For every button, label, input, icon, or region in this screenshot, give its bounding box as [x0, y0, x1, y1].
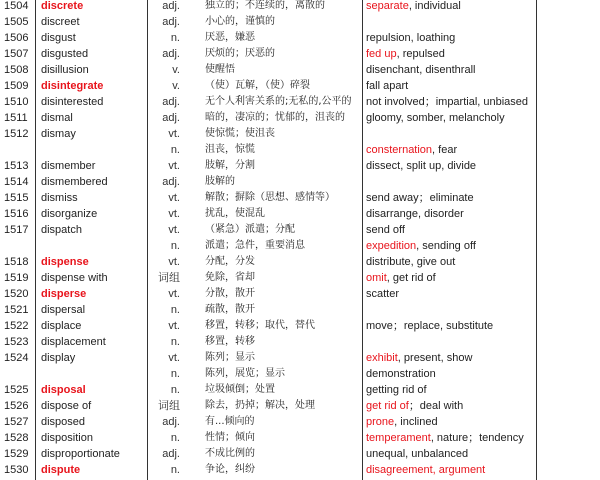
- chinese-definition: 解散；摒除（思想、感情等）: [205, 192, 335, 203]
- table-row: [0, 174, 600, 190]
- english-synonyms: [366, 446, 468, 462]
- chinese-definition: 有...倾向的: [205, 416, 255, 427]
- english-synonyms: [366, 366, 436, 382]
- chinese-definition: 使惊慌；使沮丧: [205, 128, 275, 139]
- synonym-text: , present, show: [397, 352, 473, 364]
- synonym-text: send away；eliminate: [366, 192, 474, 204]
- part-of-speech: vt.: [168, 352, 180, 364]
- chinese-definition: 争论，纠纷: [205, 464, 255, 475]
- headword: dismiss: [41, 192, 78, 204]
- table-row: [0, 126, 600, 142]
- entry-number: 1523: [4, 336, 29, 348]
- table-row: [0, 78, 600, 94]
- table-row: [0, 190, 600, 206]
- english-synonyms: [366, 110, 505, 126]
- table-row: [0, 318, 600, 334]
- chinese-definition: 厌恶，嫌恶: [205, 32, 255, 43]
- headword: dispose of: [41, 400, 92, 412]
- part-of-speech: n.: [170, 464, 180, 476]
- english-synonyms: [366, 206, 464, 222]
- chinese-definition: 小心的，谨慎的: [205, 16, 275, 27]
- part-of-speech: n.: [170, 304, 180, 316]
- part-of-speech: n.: [170, 368, 180, 380]
- part-of-speech: 词组: [158, 272, 180, 284]
- table-row: [0, 334, 600, 350]
- english-synonyms: [366, 62, 475, 78]
- chinese-definition: 暗的，凄凉的；忧郁的，沮丧的: [205, 112, 345, 123]
- chinese-definition: 厌烦的；厌恶的: [205, 48, 275, 59]
- chinese-definition: 移置，转移；取代，替代: [205, 320, 315, 331]
- part-of-speech: vt.: [168, 256, 180, 268]
- headword: dismay: [41, 128, 76, 140]
- english-synonyms: [366, 30, 455, 46]
- chinese-definition: （紧急）派遣；分配: [205, 224, 295, 235]
- english-synonyms: [366, 286, 399, 302]
- table-row: [0, 110, 600, 126]
- entry-number: 1521: [4, 304, 29, 316]
- entry-number: 1510: [4, 96, 29, 108]
- chinese-definition: 独立的；不连续的，离散的: [205, 0, 325, 11]
- entry-number: 1508: [4, 64, 29, 76]
- chinese-definition: 垃圾倾倒；处置: [205, 384, 275, 395]
- synonym-text: ；deal with: [408, 400, 464, 412]
- table-row: [0, 270, 600, 286]
- key-synonym: temperament: [366, 432, 431, 444]
- entry-number: 1519: [4, 272, 29, 284]
- headword: disposed: [41, 416, 86, 428]
- headword: disproportionate: [41, 448, 120, 460]
- chinese-definition: 扰乱，使混乱: [205, 208, 265, 219]
- entry-number: 1529: [4, 448, 29, 460]
- table-row: [0, 350, 600, 366]
- entry-number: 1526: [4, 400, 29, 412]
- part-of-speech: n.: [170, 144, 180, 156]
- chinese-definition: 不成比例的: [205, 448, 255, 459]
- headword: dispense: [41, 256, 89, 268]
- headword: discreet: [41, 16, 80, 28]
- table-row: [0, 158, 600, 174]
- headword: dismembered: [41, 176, 108, 188]
- table-row: [0, 302, 600, 318]
- key-synonym: disagreement, argument: [366, 464, 486, 476]
- table-row: [0, 254, 600, 270]
- entry-number: 1514: [4, 176, 29, 188]
- entry-number: 1504: [4, 0, 29, 12]
- part-of-speech: vt.: [168, 224, 180, 236]
- headword: dispersal: [41, 304, 86, 316]
- key-synonym: expedition: [366, 240, 417, 252]
- chinese-definition: 性情；倾向: [205, 432, 255, 443]
- headword: disillusion: [41, 64, 89, 76]
- english-synonyms: [366, 94, 528, 110]
- table-row: [0, 62, 600, 78]
- part-of-speech: adj.: [162, 448, 180, 460]
- table-row: [0, 414, 600, 430]
- english-synonyms: [366, 414, 438, 430]
- part-of-speech: adj.: [162, 0, 180, 12]
- english-synonyms: [366, 190, 474, 206]
- key-synonym: exhibit: [366, 352, 398, 364]
- part-of-speech: adj.: [162, 176, 180, 188]
- chinese-definition: 使醒悟: [205, 64, 235, 75]
- table-row: [0, 0, 600, 14]
- headword: displacement: [41, 336, 106, 348]
- english-synonyms: [366, 462, 485, 478]
- synonym-text: , sending off: [416, 240, 476, 252]
- table-row: [0, 366, 600, 382]
- synonym-text: distribute, give out: [366, 256, 456, 268]
- synonym-text: scatter: [366, 288, 400, 300]
- synonym-text: not involved；impartial, unbiased: [366, 96, 529, 108]
- table-row: [0, 430, 600, 446]
- key-synonym: consternation: [366, 144, 433, 156]
- english-synonyms: [366, 46, 445, 62]
- english-synonyms: [366, 398, 463, 414]
- english-synonyms: [366, 0, 461, 14]
- part-of-speech: n.: [170, 32, 180, 44]
- headword: dispute: [41, 464, 81, 476]
- entry-number: 1530: [4, 464, 29, 476]
- synonym-text: fall apart: [366, 80, 409, 92]
- part-of-speech: n.: [170, 240, 180, 252]
- chinese-definition: 分散，散开: [205, 288, 255, 299]
- chinese-definition: 移置，转移: [205, 336, 255, 347]
- entry-number: 1509: [4, 80, 29, 92]
- english-synonyms: [366, 382, 427, 398]
- headword: discrete: [41, 0, 84, 12]
- part-of-speech: adj.: [162, 48, 180, 60]
- chinese-definition: 分配，分发: [205, 256, 255, 267]
- headword: displace: [41, 320, 82, 332]
- headword: disorganize: [41, 208, 98, 220]
- english-synonyms: [366, 238, 476, 254]
- table-row: [0, 286, 600, 302]
- part-of-speech: v.: [172, 80, 180, 92]
- english-synonyms: [366, 350, 472, 366]
- entry-number: 1517: [4, 224, 29, 236]
- entry-number: 1527: [4, 416, 29, 428]
- part-of-speech: vt.: [168, 160, 180, 172]
- english-synonyms: [366, 142, 457, 158]
- entry-number: 1528: [4, 432, 29, 444]
- chinese-definition: 沮丧，惊慌: [205, 144, 255, 155]
- key-synonym: fed up: [366, 48, 397, 60]
- entry-number: 1515: [4, 192, 29, 204]
- english-synonyms: [366, 158, 476, 174]
- headword: dismal: [41, 112, 73, 124]
- headword: dispatch: [41, 224, 82, 236]
- part-of-speech: n.: [170, 384, 180, 396]
- chinese-definition: 派遣；急件，重要消息: [205, 240, 305, 251]
- headword: disposal: [41, 384, 86, 396]
- headword: disgusted: [41, 48, 89, 60]
- headword: disintegrate: [41, 80, 104, 92]
- part-of-speech: adj.: [162, 112, 180, 124]
- entry-number: 1512: [4, 128, 29, 140]
- chinese-definition: （使）瓦解，（使）碎裂: [205, 80, 310, 91]
- key-synonym: prone: [366, 416, 395, 428]
- table-row: [0, 238, 600, 254]
- part-of-speech: vt.: [168, 288, 180, 300]
- part-of-speech: 词组: [158, 400, 180, 412]
- synonym-text: , repulsed: [396, 48, 445, 60]
- part-of-speech: n.: [170, 336, 180, 348]
- part-of-speech: adj.: [162, 96, 180, 108]
- synonym-text: , inclined: [394, 416, 438, 428]
- table-row: [0, 14, 600, 30]
- part-of-speech: vt.: [168, 128, 180, 140]
- synonym-text: , get rid of: [386, 272, 436, 284]
- key-synonym: get rid of: [366, 400, 409, 412]
- synonym-text: disarrange, disorder: [366, 208, 464, 220]
- english-synonyms: [366, 78, 408, 94]
- key-synonym: separate: [366, 0, 409, 12]
- table-row: [0, 398, 600, 414]
- table-row: [0, 30, 600, 46]
- part-of-speech: adj.: [162, 416, 180, 428]
- chinese-definition: 肢解的: [205, 176, 235, 187]
- part-of-speech: adj.: [162, 16, 180, 28]
- headword: disgust: [41, 32, 76, 44]
- chinese-definition: 除去，扔掉；解决，处理: [205, 400, 315, 411]
- entry-number: 1506: [4, 32, 29, 44]
- english-synonyms: [366, 254, 455, 270]
- synonym-text: send off: [366, 224, 405, 236]
- table-row: [0, 222, 600, 238]
- table-row: [0, 382, 600, 398]
- entry-number: 1505: [4, 16, 29, 28]
- table-row: [0, 206, 600, 222]
- part-of-speech: vt.: [168, 320, 180, 332]
- chinese-definition: 疏散，散开: [205, 304, 255, 315]
- table-row: [0, 462, 600, 478]
- part-of-speech: vt.: [168, 208, 180, 220]
- headword: display: [41, 352, 76, 364]
- synonym-text: getting rid of: [366, 384, 427, 396]
- synonym-text: repulsion, loathing: [366, 32, 456, 44]
- english-synonyms: [366, 318, 493, 334]
- chinese-definition: 免除，省却: [205, 272, 255, 283]
- english-synonyms: [366, 222, 405, 238]
- entry-number: 1524: [4, 352, 29, 364]
- chinese-definition: 陈列，展览；显示: [205, 368, 285, 379]
- synonym-text: gloomy, somber, melancholy: [366, 112, 505, 124]
- synonym-text: , fear: [432, 144, 458, 156]
- chinese-definition: 陈列；显示: [205, 352, 255, 363]
- synonym-text: demonstration: [366, 368, 436, 380]
- entry-number: 1520: [4, 288, 29, 300]
- synonym-text: dissect, split up, divide: [366, 160, 477, 172]
- synonym-text: disenchant, disenthrall: [366, 64, 476, 76]
- key-synonym: omit: [366, 272, 387, 284]
- entry-number: 1513: [4, 160, 29, 172]
- part-of-speech: v.: [172, 64, 180, 76]
- entry-number: 1511: [4, 112, 28, 124]
- entry-number: 1525: [4, 384, 29, 396]
- english-synonyms: [366, 270, 436, 286]
- headword: disperse: [41, 288, 87, 300]
- synonym-text: move；replace, substitute: [366, 320, 494, 332]
- synonym-text: , individual: [408, 0, 461, 12]
- headword: disinterested: [41, 96, 104, 108]
- table-row: [0, 94, 600, 110]
- table-row: [0, 446, 600, 462]
- synonym-text: , nature；tendency: [430, 432, 524, 444]
- synonym-text: unequal, unbalanced: [366, 448, 469, 460]
- table-row: [0, 46, 600, 62]
- part-of-speech: vt.: [168, 192, 180, 204]
- entry-number: 1516: [4, 208, 29, 220]
- chinese-definition: 肢解，分割: [205, 160, 255, 171]
- entry-number: 1522: [4, 320, 29, 332]
- chinese-definition: 无个人利害关系的;无私的,公平的: [205, 96, 352, 107]
- entry-number: 1507: [4, 48, 29, 60]
- entry-number: 1518: [4, 256, 29, 268]
- part-of-speech: n.: [170, 432, 180, 444]
- table-row: [0, 142, 600, 158]
- headword: disposition: [41, 432, 93, 444]
- headword: dispense with: [41, 272, 108, 284]
- english-synonyms: [366, 430, 524, 446]
- headword: dismember: [41, 160, 96, 172]
